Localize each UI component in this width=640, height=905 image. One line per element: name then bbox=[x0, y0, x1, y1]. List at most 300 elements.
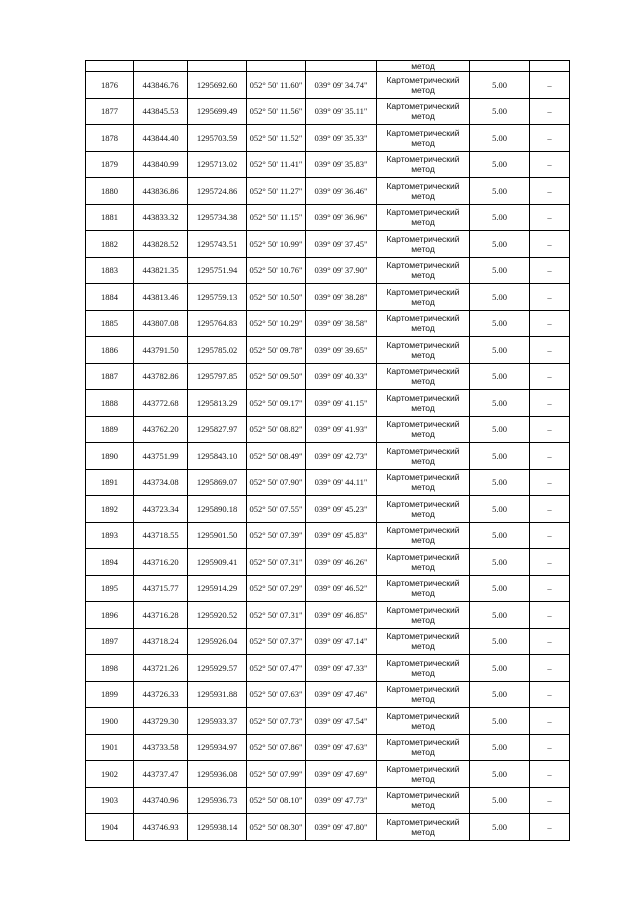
x-coordinate-cell: 443845.53 bbox=[134, 98, 188, 125]
method-line-2: метод bbox=[411, 402, 435, 413]
longitude-cell: 039° 09' 36.46" bbox=[306, 178, 377, 205]
note-cell: – bbox=[530, 708, 570, 735]
latitude-cell: 052° 50' 07.63" bbox=[247, 681, 306, 708]
note-cell: – bbox=[530, 443, 570, 470]
y-coordinate-cell: 1295751.94 bbox=[188, 257, 247, 284]
accuracy-cell: 5.00 bbox=[470, 337, 530, 364]
point-number-cell: 1904 bbox=[86, 814, 134, 841]
method-line-2: метод bbox=[411, 376, 435, 387]
method-cell bbox=[377, 151, 470, 178]
accuracy-cell: 5.00 bbox=[470, 310, 530, 337]
method-line-1: Картометрический bbox=[386, 313, 460, 324]
longitude-cell: 039° 09' 47.69" bbox=[306, 761, 377, 788]
latitude-cell: 052° 50' 11.60" bbox=[247, 72, 306, 99]
note-cell: – bbox=[530, 178, 570, 205]
note-cell: – bbox=[530, 337, 570, 364]
longitude-cell: 039° 09' 47.54" bbox=[306, 708, 377, 735]
y-coordinate-cell: 1295933.37 bbox=[188, 708, 247, 735]
method-line-2: метод bbox=[411, 217, 435, 228]
latitude-cell: 052° 50' 07.39" bbox=[247, 522, 306, 549]
method-line-2: метод bbox=[411, 535, 435, 546]
method-line-1: Картометрический bbox=[386, 684, 460, 695]
method-cell bbox=[377, 337, 470, 364]
method-line-1: Картометрический bbox=[386, 551, 460, 562]
note-cell: – bbox=[530, 151, 570, 178]
point-number-cell: 1893 bbox=[86, 522, 134, 549]
table-row bbox=[86, 628, 570, 655]
method-cell bbox=[377, 231, 470, 258]
method-line-1: Картометрический bbox=[386, 154, 460, 165]
longitude-cell: 039° 09' 44.11" bbox=[306, 469, 377, 496]
table-row bbox=[86, 655, 570, 682]
longitude-cell: 039° 09' 45.83" bbox=[306, 522, 377, 549]
note-cell: – bbox=[530, 496, 570, 523]
accuracy-cell: 5.00 bbox=[470, 522, 530, 549]
method-line-2: метод bbox=[411, 296, 435, 307]
longitude-cell: 039° 09' 41.93" bbox=[306, 416, 377, 443]
method-line-2: метод bbox=[411, 508, 435, 519]
longitude-cell: 039° 09' 47.14" bbox=[306, 628, 377, 655]
y-coordinate-cell: 1295936.08 bbox=[188, 761, 247, 788]
latitude-cell: 052° 50' 10.99" bbox=[247, 231, 306, 258]
table-row bbox=[86, 496, 570, 523]
method-line-1: Картометрический bbox=[386, 180, 460, 191]
accuracy-cell: 5.00 bbox=[470, 416, 530, 443]
point-number-cell: 1883 bbox=[86, 257, 134, 284]
latitude-cell: 052° 50' 07.29" bbox=[247, 575, 306, 602]
y-coordinate-cell: 1295759.13 bbox=[188, 284, 247, 311]
longitude-cell: 039° 09' 47.73" bbox=[306, 787, 377, 814]
point-number-cell: 1899 bbox=[86, 681, 134, 708]
x-coordinate-cell: 443751.99 bbox=[134, 443, 188, 470]
y-coordinate-cell: 1295734.38 bbox=[188, 204, 247, 231]
accuracy-cell: 5.00 bbox=[470, 761, 530, 788]
x-coordinate-cell: 443737.47 bbox=[134, 761, 188, 788]
point-number-cell: 1879 bbox=[86, 151, 134, 178]
accuracy-cell: 5.00 bbox=[470, 151, 530, 178]
latitude-cell: 052° 50' 07.47" bbox=[247, 655, 306, 682]
note-cell: – bbox=[530, 628, 570, 655]
method-line-1: Картометрический bbox=[386, 498, 460, 509]
method-cell: метод bbox=[377, 61, 470, 72]
y-coordinate-cell: 1295764.83 bbox=[188, 310, 247, 337]
empty-cell bbox=[86, 61, 134, 72]
accuracy-cell: 5.00 bbox=[470, 98, 530, 125]
method-cell bbox=[377, 363, 470, 390]
latitude-cell: 052° 50' 11.56" bbox=[247, 98, 306, 125]
y-coordinate-cell: 1295785.02 bbox=[188, 337, 247, 364]
note-cell: – bbox=[530, 602, 570, 629]
note-cell: – bbox=[530, 787, 570, 814]
table-row bbox=[86, 204, 570, 231]
note-cell: – bbox=[530, 125, 570, 152]
table-row bbox=[86, 734, 570, 761]
point-number-cell: 1902 bbox=[86, 761, 134, 788]
x-coordinate-cell: 443836.86 bbox=[134, 178, 188, 205]
note-cell: – bbox=[530, 814, 570, 841]
accuracy-cell: 5.00 bbox=[470, 231, 530, 258]
y-coordinate-cell: 1295926.04 bbox=[188, 628, 247, 655]
x-coordinate-cell: 443844.40 bbox=[134, 125, 188, 152]
method-cell bbox=[377, 72, 470, 99]
latitude-cell: 052° 50' 10.50" bbox=[247, 284, 306, 311]
y-coordinate-cell: 1295890.18 bbox=[188, 496, 247, 523]
table-row bbox=[86, 575, 570, 602]
point-number-cell: 1892 bbox=[86, 496, 134, 523]
method-cell bbox=[377, 655, 470, 682]
x-coordinate-cell: 443828.52 bbox=[134, 231, 188, 258]
longitude-cell: 039° 09' 41.15" bbox=[306, 390, 377, 417]
method-line-1: Картометрический bbox=[386, 445, 460, 456]
method-line-2: метод bbox=[411, 270, 435, 281]
method-cell bbox=[377, 549, 470, 576]
y-coordinate-cell: 1295920.52 bbox=[188, 602, 247, 629]
method-line-2: метод bbox=[411, 190, 435, 201]
latitude-cell: 052° 50' 07.73" bbox=[247, 708, 306, 735]
table-row bbox=[86, 98, 570, 125]
accuracy-cell: 5.00 bbox=[470, 443, 530, 470]
method-line-2: метод bbox=[411, 243, 435, 254]
table-row bbox=[86, 761, 570, 788]
x-coordinate-cell: 443840.99 bbox=[134, 151, 188, 178]
method-line-2: метод bbox=[411, 694, 435, 705]
point-number-cell: 1880 bbox=[86, 178, 134, 205]
y-coordinate-cell: 1295901.50 bbox=[188, 522, 247, 549]
accuracy-cell: 5.00 bbox=[470, 549, 530, 576]
x-coordinate-cell: 443833.32 bbox=[134, 204, 188, 231]
latitude-cell: 052° 50' 07.86" bbox=[247, 734, 306, 761]
table-body bbox=[86, 61, 570, 841]
empty-cell bbox=[247, 61, 306, 72]
method-line-1: Картометрический bbox=[386, 578, 460, 589]
table-row bbox=[86, 814, 570, 841]
method-cell bbox=[377, 496, 470, 523]
point-number-cell: 1891 bbox=[86, 469, 134, 496]
latitude-cell: 052° 50' 11.41" bbox=[247, 151, 306, 178]
method-line-2: метод bbox=[411, 164, 435, 175]
note-cell: – bbox=[530, 363, 570, 390]
latitude-cell: 052° 50' 08.30" bbox=[247, 814, 306, 841]
latitude-cell: 052° 50' 09.17" bbox=[247, 390, 306, 417]
point-number-cell: 1878 bbox=[86, 125, 134, 152]
point-number-cell: 1881 bbox=[86, 204, 134, 231]
method-line-2: метод bbox=[411, 826, 435, 837]
method-line-2: метод bbox=[411, 747, 435, 758]
longitude-cell: 039° 09' 37.45" bbox=[306, 231, 377, 258]
method-line-1: Картометрический bbox=[386, 763, 460, 774]
point-number-cell: 1888 bbox=[86, 390, 134, 417]
x-coordinate-cell: 443740.96 bbox=[134, 787, 188, 814]
x-coordinate-cell: 443726.33 bbox=[134, 681, 188, 708]
point-number-cell: 1901 bbox=[86, 734, 134, 761]
accuracy-cell: 5.00 bbox=[470, 390, 530, 417]
point-number-cell: 1900 bbox=[86, 708, 134, 735]
x-coordinate-cell: 443721.26 bbox=[134, 655, 188, 682]
latitude-cell: 052° 50' 10.29" bbox=[247, 310, 306, 337]
latitude-cell: 052° 50' 07.37" bbox=[247, 628, 306, 655]
x-coordinate-cell: 443733.58 bbox=[134, 734, 188, 761]
point-number-cell: 1889 bbox=[86, 416, 134, 443]
table-row bbox=[86, 151, 570, 178]
x-coordinate-cell: 443762.20 bbox=[134, 416, 188, 443]
note-cell: – bbox=[530, 761, 570, 788]
method-cell bbox=[377, 814, 470, 841]
y-coordinate-cell: 1295692.60 bbox=[188, 72, 247, 99]
longitude-cell: 039° 09' 39.65" bbox=[306, 337, 377, 364]
x-coordinate-cell: 443782.86 bbox=[134, 363, 188, 390]
accuracy-cell: 5.00 bbox=[470, 575, 530, 602]
latitude-cell: 052° 50' 07.90" bbox=[247, 469, 306, 496]
accuracy-cell: 5.00 bbox=[470, 787, 530, 814]
accuracy-cell: 5.00 bbox=[470, 814, 530, 841]
y-coordinate-cell: 1295909.41 bbox=[188, 549, 247, 576]
table-row bbox=[86, 390, 570, 417]
accuracy-cell: 5.00 bbox=[470, 284, 530, 311]
note-cell: – bbox=[530, 655, 570, 682]
y-coordinate-cell: 1295813.29 bbox=[188, 390, 247, 417]
x-coordinate-cell: 443772.68 bbox=[134, 390, 188, 417]
y-coordinate-cell: 1295929.57 bbox=[188, 655, 247, 682]
method-line-2: метод bbox=[411, 641, 435, 652]
method-line-1: Картометрический bbox=[386, 419, 460, 430]
point-number-cell: 1894 bbox=[86, 549, 134, 576]
y-coordinate-cell: 1295724.86 bbox=[188, 178, 247, 205]
note-cell: – bbox=[530, 98, 570, 125]
note-cell: – bbox=[530, 310, 570, 337]
y-coordinate-cell: 1295914.29 bbox=[188, 575, 247, 602]
x-coordinate-cell: 443723.34 bbox=[134, 496, 188, 523]
method-cell bbox=[377, 284, 470, 311]
accuracy-cell: 5.00 bbox=[470, 125, 530, 152]
table-row bbox=[86, 231, 570, 258]
accuracy-cell: 5.00 bbox=[470, 363, 530, 390]
y-coordinate-cell: 1295699.49 bbox=[188, 98, 247, 125]
method-line-2: метод bbox=[411, 455, 435, 466]
y-coordinate-cell: 1295931.88 bbox=[188, 681, 247, 708]
method-cell bbox=[377, 125, 470, 152]
table-row bbox=[86, 257, 570, 284]
method-line-2: метод bbox=[411, 323, 435, 334]
table-row bbox=[86, 549, 570, 576]
method-line-1: Картометрический bbox=[386, 657, 460, 668]
latitude-cell: 052° 50' 09.50" bbox=[247, 363, 306, 390]
method-cell bbox=[377, 469, 470, 496]
method-cell bbox=[377, 178, 470, 205]
y-coordinate-cell: 1295827.97 bbox=[188, 416, 247, 443]
method-line-2: метод bbox=[411, 84, 435, 95]
latitude-cell: 052° 50' 10.76" bbox=[247, 257, 306, 284]
method-line-2: метод bbox=[411, 137, 435, 148]
table-row bbox=[86, 284, 570, 311]
latitude-cell: 052° 50' 09.78" bbox=[247, 337, 306, 364]
y-coordinate-cell: 1295843.10 bbox=[188, 443, 247, 470]
note-cell: – bbox=[530, 231, 570, 258]
empty-cell bbox=[530, 61, 570, 72]
longitude-cell: 039° 09' 35.33" bbox=[306, 125, 377, 152]
accuracy-cell: 5.00 bbox=[470, 655, 530, 682]
longitude-cell: 039° 09' 34.74" bbox=[306, 72, 377, 99]
accuracy-cell: 5.00 bbox=[470, 178, 530, 205]
point-number-cell: 1898 bbox=[86, 655, 134, 682]
table-row bbox=[86, 337, 570, 364]
latitude-cell: 052° 50' 07.31" bbox=[247, 602, 306, 629]
longitude-cell: 039° 09' 46.52" bbox=[306, 575, 377, 602]
y-coordinate-cell: 1295713.02 bbox=[188, 151, 247, 178]
table-row bbox=[86, 787, 570, 814]
x-coordinate-cell: 443821.35 bbox=[134, 257, 188, 284]
accuracy-cell: 5.00 bbox=[470, 72, 530, 99]
accuracy-cell: 5.00 bbox=[470, 681, 530, 708]
method-line-1: Картометрический bbox=[386, 710, 460, 721]
method-cell bbox=[377, 443, 470, 470]
method-line-1: Картометрический bbox=[386, 525, 460, 536]
note-cell: – bbox=[530, 204, 570, 231]
accuracy-cell: 5.00 bbox=[470, 469, 530, 496]
method-line-2: метод bbox=[411, 588, 435, 599]
method-line-1: Картометрический bbox=[386, 207, 460, 218]
note-cell: – bbox=[530, 469, 570, 496]
y-coordinate-cell: 1295743.51 bbox=[188, 231, 247, 258]
continuation-row bbox=[86, 61, 570, 72]
latitude-cell: 052° 50' 11.27" bbox=[247, 178, 306, 205]
note-cell: – bbox=[530, 72, 570, 99]
method-line-1: Картометрический bbox=[386, 631, 460, 642]
x-coordinate-cell: 443715.77 bbox=[134, 575, 188, 602]
method-line-1: Картометрический bbox=[386, 366, 460, 377]
method-line-1: Картометрический bbox=[386, 74, 460, 85]
method-line-2: метод bbox=[411, 667, 435, 678]
longitude-cell: 039° 09' 35.83" bbox=[306, 151, 377, 178]
method-cell bbox=[377, 390, 470, 417]
method-cell bbox=[377, 310, 470, 337]
note-cell: – bbox=[530, 681, 570, 708]
longitude-cell: 039° 09' 36.96" bbox=[306, 204, 377, 231]
note-cell: – bbox=[530, 257, 570, 284]
y-coordinate-cell: 1295938.14 bbox=[188, 814, 247, 841]
note-cell: – bbox=[530, 416, 570, 443]
method-cell bbox=[377, 734, 470, 761]
method-cell bbox=[377, 787, 470, 814]
method-cell bbox=[377, 522, 470, 549]
table-row bbox=[86, 708, 570, 735]
point-number-cell: 1882 bbox=[86, 231, 134, 258]
longitude-cell: 039° 09' 47.33" bbox=[306, 655, 377, 682]
table-row bbox=[86, 125, 570, 152]
x-coordinate-cell: 443746.93 bbox=[134, 814, 188, 841]
method-line-1: Картометрический bbox=[386, 392, 460, 403]
longitude-cell: 039° 09' 45.23" bbox=[306, 496, 377, 523]
method-line-1: Картометрический bbox=[386, 816, 460, 827]
method-line-1: Картометрический bbox=[386, 737, 460, 748]
accuracy-cell: 5.00 bbox=[470, 734, 530, 761]
latitude-cell: 052° 50' 07.55" bbox=[247, 496, 306, 523]
method-line-1: Картометрический bbox=[386, 472, 460, 483]
note-cell: – bbox=[530, 284, 570, 311]
point-number-cell: 1886 bbox=[86, 337, 134, 364]
y-coordinate-cell: 1295934.97 bbox=[188, 734, 247, 761]
accuracy-cell: 5.00 bbox=[470, 708, 530, 735]
table-row bbox=[86, 522, 570, 549]
x-coordinate-cell: 443846.76 bbox=[134, 72, 188, 99]
x-coordinate-cell: 443716.20 bbox=[134, 549, 188, 576]
table-row bbox=[86, 310, 570, 337]
x-coordinate-cell: 443718.24 bbox=[134, 628, 188, 655]
method-cell bbox=[377, 628, 470, 655]
table-row bbox=[86, 602, 570, 629]
accuracy-cell: 5.00 bbox=[470, 257, 530, 284]
x-coordinate-cell: 443791.50 bbox=[134, 337, 188, 364]
method-line-2: метод bbox=[411, 773, 435, 784]
longitude-cell: 039° 09' 35.11" bbox=[306, 98, 377, 125]
empty-cell bbox=[306, 61, 377, 72]
table-row bbox=[86, 469, 570, 496]
x-coordinate-cell: 443734.08 bbox=[134, 469, 188, 496]
method-line-2: метод bbox=[411, 349, 435, 360]
point-number-cell: 1903 bbox=[86, 787, 134, 814]
method-line-2: метод bbox=[411, 720, 435, 731]
note-cell: – bbox=[530, 522, 570, 549]
point-number-cell: 1877 bbox=[86, 98, 134, 125]
accuracy-cell: 5.00 bbox=[470, 602, 530, 629]
method-cell bbox=[377, 602, 470, 629]
x-coordinate-cell: 443813.46 bbox=[134, 284, 188, 311]
latitude-cell: 052° 50' 11.15" bbox=[247, 204, 306, 231]
point-number-cell: 1895 bbox=[86, 575, 134, 602]
method-line-2: метод bbox=[411, 614, 435, 625]
method-line-1: Картометрический bbox=[386, 233, 460, 244]
latitude-cell: 052° 50' 08.49" bbox=[247, 443, 306, 470]
accuracy-cell: 5.00 bbox=[470, 628, 530, 655]
latitude-cell: 052° 50' 07.31" bbox=[247, 549, 306, 576]
table-row bbox=[86, 416, 570, 443]
latitude-cell: 052° 50' 07.99" bbox=[247, 761, 306, 788]
method-line-2: метод bbox=[411, 482, 435, 493]
table-row bbox=[86, 363, 570, 390]
method-line-2: метод bbox=[411, 429, 435, 440]
longitude-cell: 039° 09' 40.33" bbox=[306, 363, 377, 390]
coordinates-table bbox=[85, 60, 570, 841]
longitude-cell: 039° 09' 47.63" bbox=[306, 734, 377, 761]
method-line-1: Картометрический bbox=[386, 101, 460, 112]
method-line-1: Картометрический bbox=[386, 790, 460, 801]
point-number-cell: 1876 bbox=[86, 72, 134, 99]
longitude-cell: 039° 09' 42.73" bbox=[306, 443, 377, 470]
method-cell bbox=[377, 98, 470, 125]
longitude-cell: 039° 09' 38.58" bbox=[306, 310, 377, 337]
table-row bbox=[86, 72, 570, 99]
longitude-cell: 039° 09' 47.80" bbox=[306, 814, 377, 841]
method-cell bbox=[377, 416, 470, 443]
point-number-cell: 1884 bbox=[86, 284, 134, 311]
table-row bbox=[86, 681, 570, 708]
method-line-1: Картометрический bbox=[386, 286, 460, 297]
note-cell: – bbox=[530, 549, 570, 576]
longitude-cell: 039° 09' 38.28" bbox=[306, 284, 377, 311]
y-coordinate-cell: 1295869.07 bbox=[188, 469, 247, 496]
method-line-1: Картометрический bbox=[386, 260, 460, 271]
method-cell bbox=[377, 257, 470, 284]
longitude-cell: 039° 09' 47.46" bbox=[306, 681, 377, 708]
point-number-cell: 1897 bbox=[86, 628, 134, 655]
method-line-1: Картометрический bbox=[386, 339, 460, 350]
latitude-cell: 052° 50' 11.52" bbox=[247, 125, 306, 152]
method-cell bbox=[377, 708, 470, 735]
empty-cell bbox=[188, 61, 247, 72]
point-number-cell: 1887 bbox=[86, 363, 134, 390]
accuracy-cell: 5.00 bbox=[470, 496, 530, 523]
accuracy-cell: 5.00 bbox=[470, 204, 530, 231]
note-cell: – bbox=[530, 575, 570, 602]
